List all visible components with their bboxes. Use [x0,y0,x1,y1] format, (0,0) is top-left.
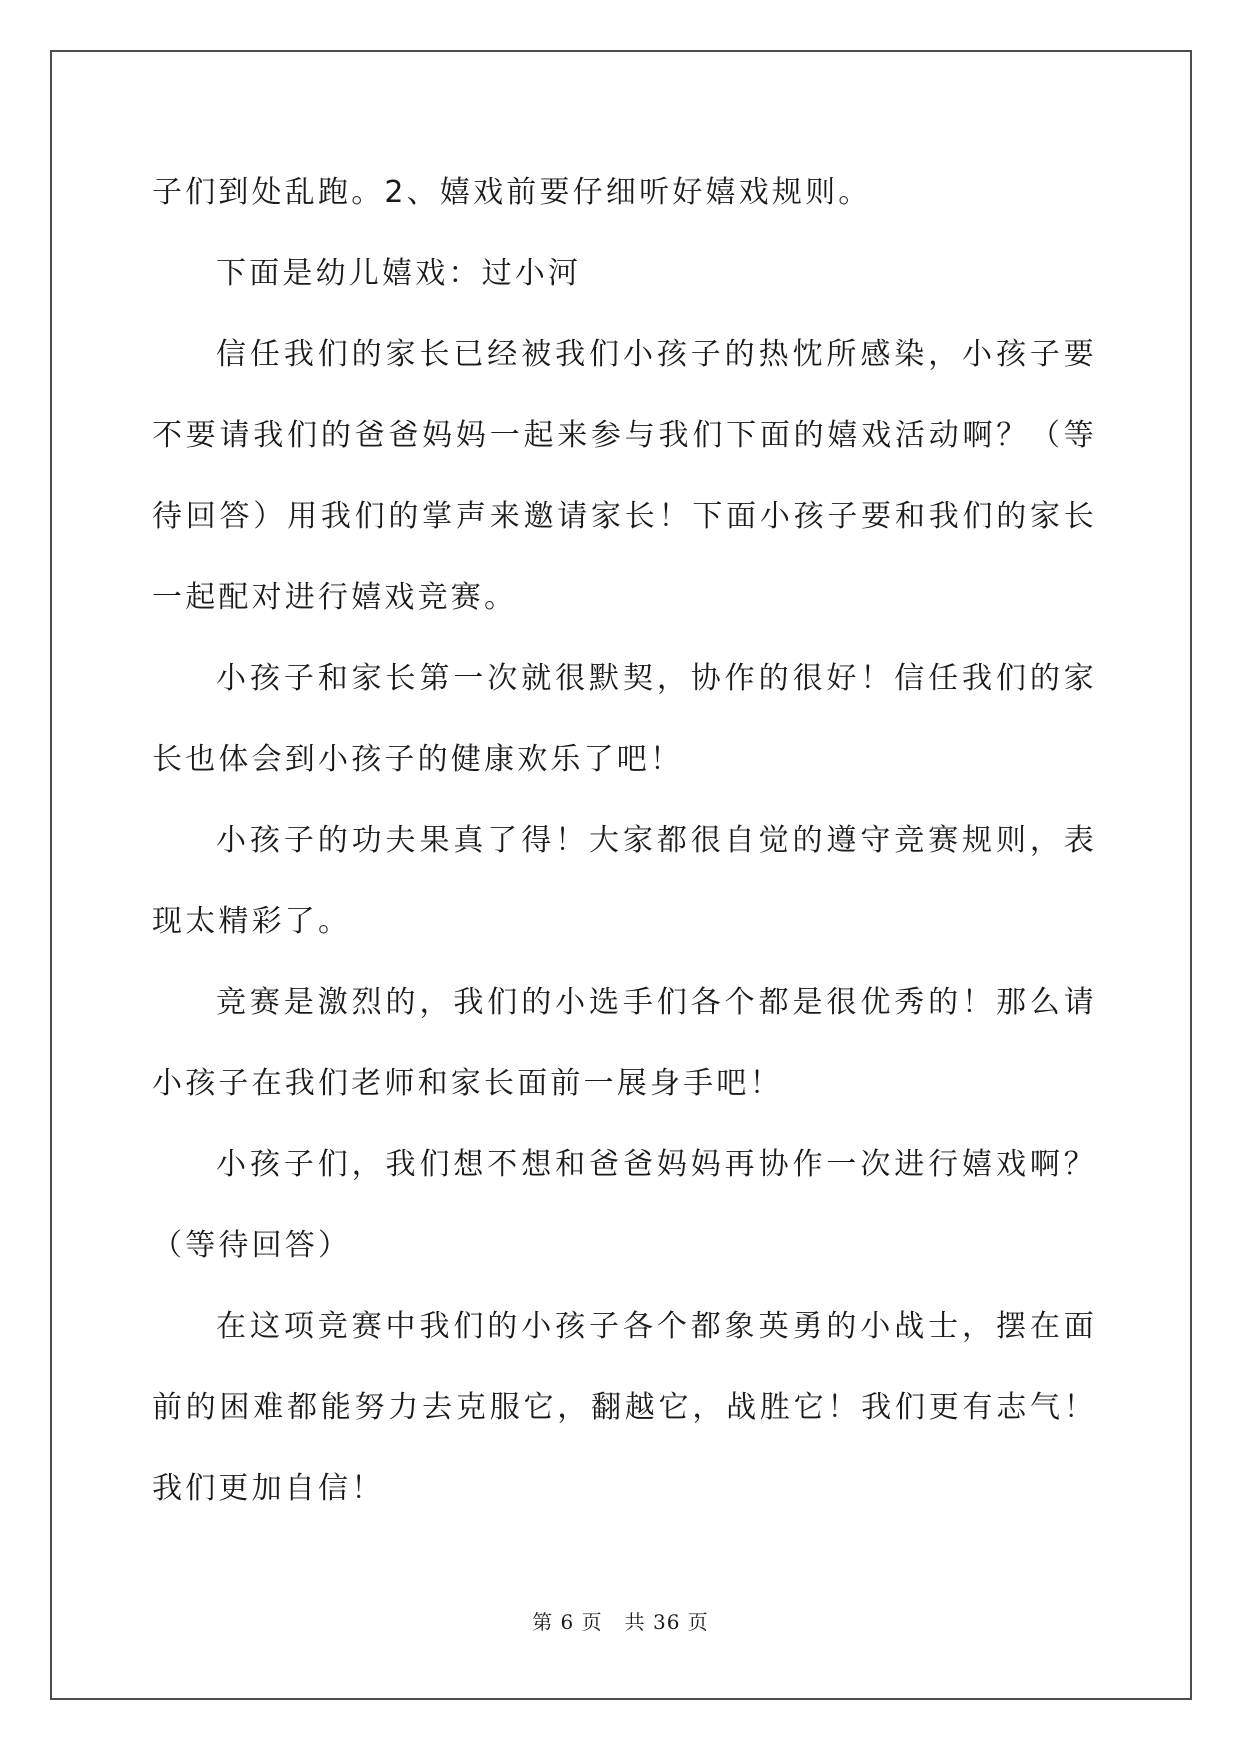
paragraph: 在这项竞赛中我们的小孩子各个都象英勇的小战士，摆在面前的困难都能努力去克服它，翻越它，战胜它！我们更有志气！我们更加自信！ [152,1309,1097,1506]
paragraph: 小孩子的功夫果真了得！大家都很自觉的遵守竞赛规则，表现太精彩了。 [152,823,1097,939]
paragraph: 小孩子们，我们想不想和爸爸妈妈再协作一次进行嬉戏啊？（等待回答） [152,1147,1097,1263]
paragraph: 信任我们的家长已经被我们小孩子的热忱所感染，小孩子要不要请我们的爸爸妈妈一起来参与我们下面的嬉戏活动啊？（等待回答）用我们的掌声来邀请家长！下面小孩子要和我们的家长一起配对进行嬉戏竞赛。 [152,337,1097,615]
document-body [152,152,1097,1529]
page-footer [0,1606,1241,1635]
paragraph: 小孩子和家长第一次就很默契，协作的很好！信任我们的家长也体会到小孩子的健康欢乐了吧！ [152,661,1097,777]
current-page-number: 第 6 页 [532,1610,603,1634]
total-page-count: 共 36 页 [624,1610,709,1634]
paragraph: 下面是幼儿嬉戏：过小河 [216,256,582,291]
paragraph: 竞赛是激烈的，我们的小选手们各个都是很优秀的！那么请小孩子在我们老师和家长面前一展身手吧！ [152,985,1097,1101]
paragraph: 子们到处乱跑。2、嬉戏前要仔细听好嬉戏规则。 [152,175,872,210]
